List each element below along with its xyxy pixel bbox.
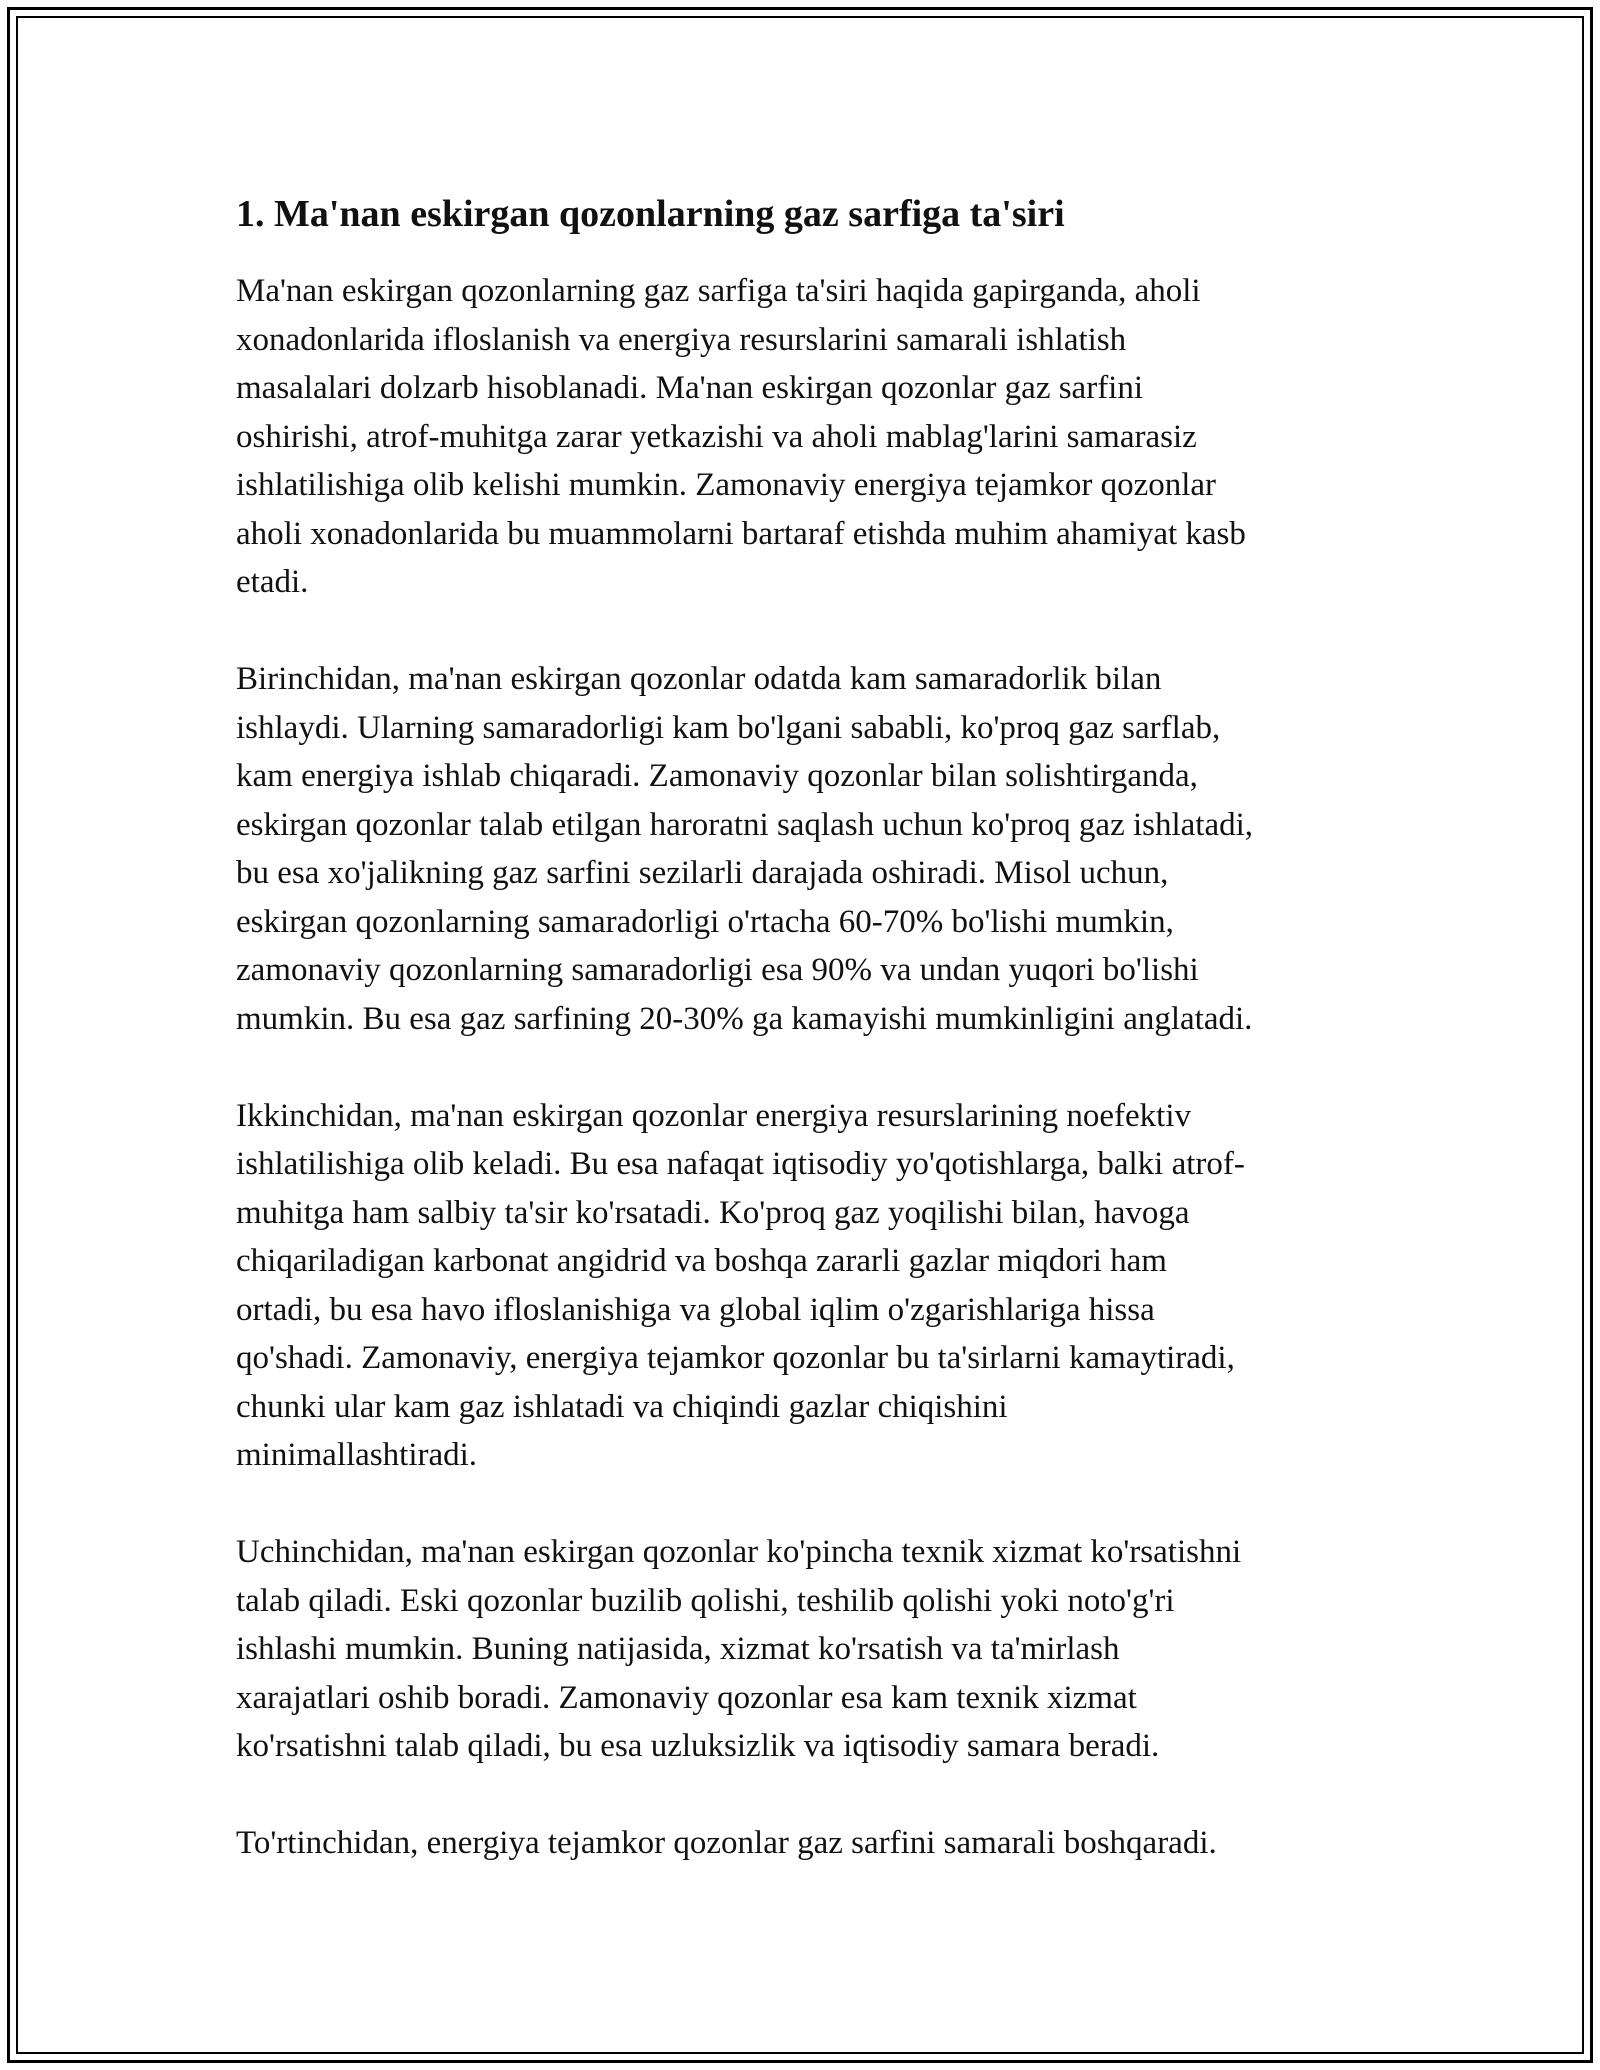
document-body xyxy=(236,183,1386,1868)
paragraph-second: Ikkinchidan, ma'nan eskirgan qozonlar energiya resurslarining noefektiv ishlatilishiga olib keladi. Bu esa nafaqat iqtisodiy yo'qotishlarga, balki atrof- muhitga ham salbiy ta'sir ko'rsatadi. Ko'proq gaz yoqilishi bilan, havoga chiqariladigan karbonat angidrid va boshqa zararli gazlar miqdori ham ortadi, bu esa havo ifloslanishiga va global iqlim o'zgarishlariga hissa qo'shadi. Zamonaviy, energiya tejamkor qozonlar bu ta'sirlarni kamaytiradi, chunki ular kam gaz ishlatadi va chiqindi gazlar chiqishini minimallashtiradi. xyxy=(236,1097,1245,1473)
paragraph-intro: Ma'nan eskirgan qozonlarning gaz sarfiga ta'siri haqida gapirganda, aholi xonadonlarida ifloslanish va energiya resurslarini samarali ishlatish masalalari dolzarb hisoblanadi. Ma'nan eskirgan qozonlar gaz sarfini oshirishi, atrof-muhitga zarar yetkazishi va aholi mablag'larini samarasiz ishlatilishiga olib kelishi mumkin. Zamonaviy energiya tejamkor qozonlar aholi xonadonlarida bu muammolarni bartaraf etishda muhim ahamiyat kasb etadi. xyxy=(236,273,1246,600)
paragraph-fourth: To'rtinchidan, energiya tejamkor qozonlar gaz sarfini samarali boshqaradi. xyxy=(236,1825,1217,1861)
paragraph-first: Birinchidan, ma'nan eskirgan qozonlar odatda kam samaradorlik bilan ishlaydi. Ularning samaradorligi kam bo'lgani sababli, ko'proq gaz sarflab, kam energiya ishlab chiqaradi. Zamonaviy qozonlar bilan solishtirganda, eskirgan qozonlar talab etilgan haroratni saqlash uchun ko'proq gaz ishlatadi, bu esa xo'jalikning gaz sarfini sezilarli darajada oshiradi. Misol uchun, eskirgan qozonlarning samaradorligi o'rtacha 60-70% bo'lishi mumkin, zamonaviy qozonlarning samaradorligi esa 90% va undan yuqori bo'lishi mumkin. Bu esa gaz sarfining 20-30% ga kamayishi mumkinligini anglatadi. xyxy=(236,661,1254,1037)
paragraph-third: Uchinchidan, ma'nan eskirgan qozonlar ko'pincha texnik xizmat ko'rsatishni talab qiladi. Eski qozonlar buzilib qolishi, teshilib qolishi yoki noto'g'ri ishlashi mumkin. Buning natijasida, xizmat ko'rsatish va ta'mirlash xarajatlari oshib boradi. Zamonaviy qozonlar esa kam texnik xizmat ko'rsatishni talab qiladi, bu esa uzluksizlik va iqtisodiy samara beradi. xyxy=(236,1534,1242,1764)
section-heading: 1. Ma'nan eskirgan qozonlarning gaz sarfiga ta'siri xyxy=(236,193,1065,235)
